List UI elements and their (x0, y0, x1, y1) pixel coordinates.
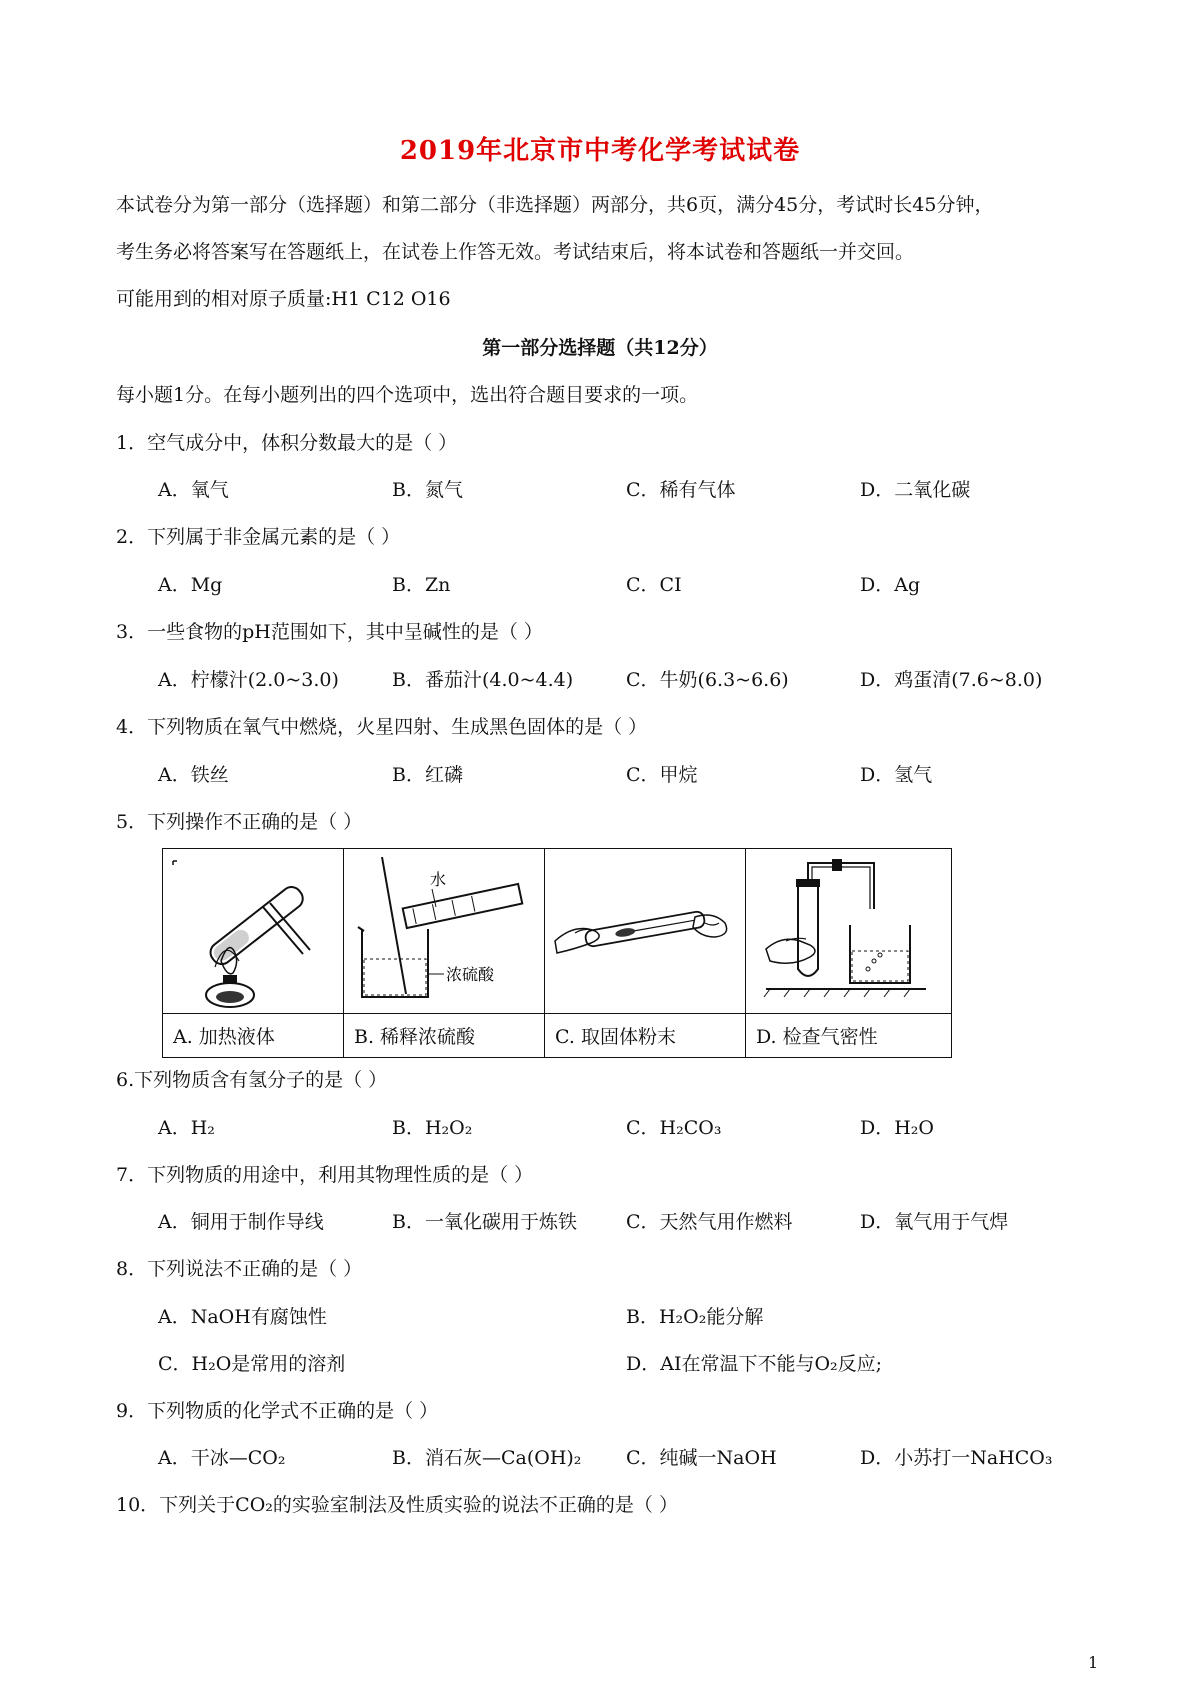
question-4-option-b: B．红磷 (392, 764, 463, 786)
question-4-option-c: C．甲烷 (626, 764, 698, 786)
question-7-option-c: C．天然气用作燃料 (626, 1211, 793, 1233)
label-concentrated-acid: 浓硫酸 (446, 965, 495, 984)
question-7-option-d: D．氧气用于气焊 (860, 1211, 1009, 1233)
question-9-option-d: D．小苏打一NaHCO₃ (860, 1447, 1053, 1469)
question-1-option-c: C．稀有气体 (626, 479, 736, 501)
alcohol-lamp-heating-icon (163, 849, 343, 1009)
question-6-option-b: B．H₂O₂ (392, 1117, 473, 1139)
section-instruction: 每小题1分。在每小题列出的四个选项中，选出符合题目要求的一项。 (116, 384, 699, 406)
question-8-option-b: B．H₂O₂能分解 (626, 1306, 764, 1328)
question-3-option-b: B．番茄汁(4.0~4.4) (392, 669, 574, 691)
question-1-option-a: A．氧气 (158, 479, 229, 501)
question-10-stem: 10．下列关于CO₂的实验室制法及性质实验的说法不正确的是（ ） (116, 1494, 678, 1516)
figure-taking-powder (545, 849, 746, 1014)
question-5-option-d: D. 检查气密性 (746, 1014, 952, 1058)
question-7-option-b: B．一氧化碳用于炼铁 (392, 1211, 577, 1233)
question-2-stem: 2．下列属于非金属元素的是（ ） (116, 526, 401, 548)
question-3-option-c: C．牛奶(6.3~6.6) (626, 669, 789, 691)
figure-heating-liquid (163, 849, 344, 1014)
question-1-stem: 1．空气成分中，体积分数最大的是（ ） (116, 432, 458, 454)
page-title: 2019年北京市中考化学考试试卷 (399, 136, 801, 166)
question-2-option-c: C．CI (626, 574, 682, 596)
question-5-stem: 5．下列操作不正确的是（ ） (116, 811, 363, 833)
question-2-option-b: B．Zn (392, 574, 451, 596)
question-3-stem: 3．一些食物的pH范围如下，其中呈碱性的是（ ） (116, 621, 543, 643)
beaker-dilution-icon (344, 849, 544, 1009)
question-1-option-d: D．二氧化碳 (860, 479, 971, 501)
question-2-option-d: D．Ag (860, 574, 921, 596)
question-2-option-a: A．Mg (158, 574, 223, 596)
question-3-option-a: A．柠檬汁(2.0~3.0) (158, 669, 339, 691)
label-water: 水 (430, 870, 447, 889)
page-number: 1 (1088, 1653, 1099, 1672)
question-5-option-a: A. 加热液体 (163, 1014, 344, 1058)
question-6-stem: 6.下列物质含有氢分子的是（ ） (116, 1069, 388, 1091)
question-9-option-b: B．消石灰—Ca(OH)₂ (392, 1447, 582, 1469)
question-9-option-c: C．纯碱一NaOH (626, 1447, 777, 1469)
airtightness-check-icon (746, 849, 946, 1009)
question-8-option-a: A．NaOH有腐蚀性 (158, 1306, 327, 1328)
question-9-stem: 9．下列物质的化学式不正确的是（ ） (116, 1400, 439, 1422)
figure-airtightness-check (746, 849, 952, 1014)
question-4-option-a: A．铁丝 (158, 764, 229, 786)
question-4-stem: 4．下列物质在氧气中燃烧，火星四射、生成黑色固体的是（ ） (116, 716, 648, 738)
question-8-option-d: D．AI在常温下不能与O₂反应; (626, 1353, 883, 1375)
section-title: 第一部分选择题（共12分） (482, 337, 718, 359)
question-6-option-c: C．H₂CO₃ (626, 1117, 722, 1139)
question-5-option-c: C. 取固体粉末 (545, 1014, 746, 1058)
question-8-stem: 8．下列说法不正确的是（ ） (116, 1258, 363, 1280)
question-7-option-a: A．铜用于制作导线 (158, 1211, 324, 1233)
question-9-option-a: A．干冰—CO₂ (158, 1447, 286, 1469)
question-7-stem: 7．下列物质的用途中，利用其物理性质的是（ ） (116, 1164, 534, 1186)
question-6-option-a: A．H₂ (158, 1117, 215, 1139)
question-5-figure-table (162, 848, 952, 1058)
test-tube-powder-icon (545, 849, 745, 1009)
question-1-option-b: B．氮气 (392, 479, 463, 501)
question-4-option-d: D．氢气 (860, 764, 933, 786)
question-5-option-b: B. 稀释浓硫酸 (344, 1014, 545, 1058)
intro-line-1: 本试卷分为第一部分（选择题）和第二部分（非选择题）两部分，共6页，满分45分，考试时长45分钟， (116, 194, 994, 216)
figure-diluting-acid (344, 849, 545, 1014)
intro-line-2: 考生务必将答案写在答题纸上，在试卷上作答无效。考试结束后，将本试卷和答题纸一并交回。 (116, 241, 915, 263)
question-8-option-c: C．H₂O是常用的溶剂 (158, 1353, 346, 1375)
question-6-option-d: D．H₂O (860, 1117, 934, 1139)
atomic-mass-line: 可能用到的相对原子质量:H1 C12 O16 (116, 288, 451, 310)
question-3-option-d: D．鸡蛋清(7.6~8.0) (860, 669, 1043, 691)
